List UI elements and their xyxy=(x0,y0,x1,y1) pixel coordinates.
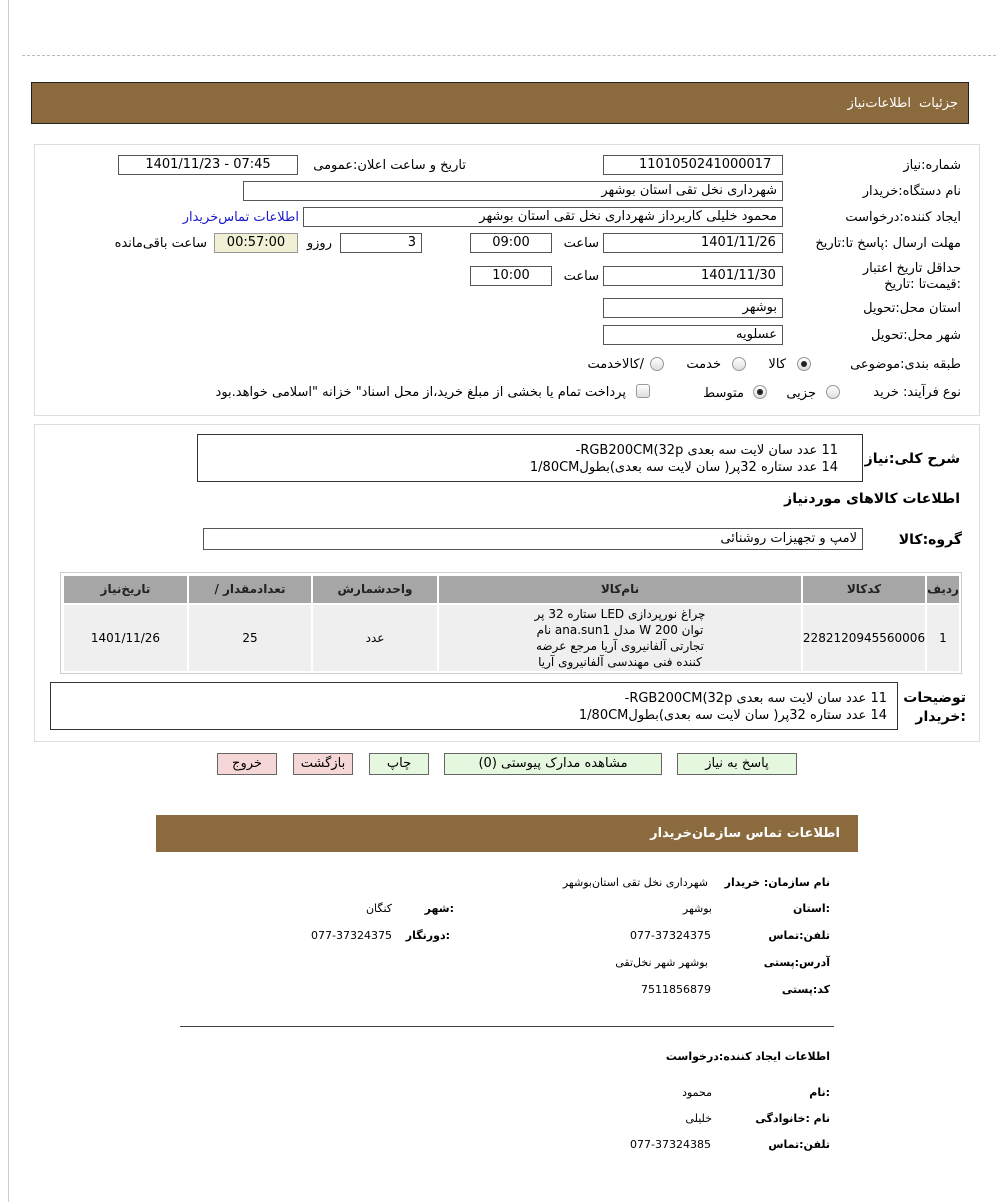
org-value: شهرداری نخل تقی استان‌بوشهر xyxy=(562,876,708,889)
city-label: شهر محل:تحویل xyxy=(871,328,961,343)
announce-label: تاریخ و ساعت اعلان:عمومی xyxy=(313,158,466,173)
cell-unit: عدد xyxy=(313,605,437,671)
summary-line-1: 11 عدد سان لایت سه بعدی RGB200CM(32p- xyxy=(575,443,838,458)
deadline-date-field: 1401/11/26 xyxy=(603,233,783,253)
contact-title: اطلاعات تماس سازمان‌خریدار xyxy=(650,826,840,841)
creator-label: ایجاد کننده:درخواست xyxy=(845,210,961,225)
validity-hour-label: ساعت xyxy=(563,269,599,284)
summary-box xyxy=(197,434,863,482)
creator-heading: اطلاعات ایجاد کننده:درخواست xyxy=(665,1050,830,1063)
cell-name-line-4: کننده فنی مهندسی آلفانیروی آریا xyxy=(538,655,702,669)
tab-details[interactable]: جزئیات xyxy=(919,96,958,111)
contact-city-label: :شهر xyxy=(424,902,454,915)
validity-time-field: 10:00 xyxy=(470,266,552,286)
province-label: استان محل:تحویل xyxy=(863,301,961,316)
contact-postal-value: 7511856879 xyxy=(641,983,711,996)
view-attachments-button[interactable]: مشاهده مدارک پیوستی (0) xyxy=(444,753,662,775)
cell-qty: 25 xyxy=(189,605,311,671)
category-service-label: خدمت xyxy=(686,357,721,372)
creator-field: محمود خلیلی کاربرداز شهرداری نخل تقی استان بوشهر xyxy=(303,207,783,227)
col-header-qty: / تعدادمقدار xyxy=(189,576,311,603)
tab-need-info[interactable]: اطلاعات‌نیاز xyxy=(847,96,911,111)
category-goods-service-label: /کالاخدمت xyxy=(587,357,644,372)
category-goods-radio[interactable] xyxy=(797,357,811,371)
col-header-row: ردیف xyxy=(927,576,959,603)
category-goods-service-radio[interactable] xyxy=(650,357,664,371)
cell-name xyxy=(439,605,801,671)
back-button[interactable]: بازگشت xyxy=(293,753,353,775)
process-medium-radio[interactable] xyxy=(753,385,767,399)
creator-name-value: محمود xyxy=(682,1086,712,1099)
contact-address-label: آدرس:پستی xyxy=(763,956,830,969)
contact-phone-label: تلفن:تماس xyxy=(768,929,830,942)
buyer-notes-box xyxy=(50,682,898,730)
contact-fax-label: :دورنگار xyxy=(405,929,450,942)
header-bar xyxy=(31,82,969,124)
cell-row-index: 1 xyxy=(927,605,959,671)
buyer-notes-label: توضیحات :خریدار xyxy=(903,690,966,725)
buyer-label: نام دستگاه:خریدار xyxy=(862,184,961,199)
buyer-notes-line-1: 11 عدد سان لایت سه بعدی RGB200CM(32p- xyxy=(624,691,887,706)
left-border-line xyxy=(8,0,9,1202)
contact-postal-label: کد:پستی xyxy=(781,983,830,996)
contact-province-label: :استان xyxy=(793,902,830,915)
treasury-payment-checkbox[interactable] xyxy=(636,384,650,398)
city-field: عسلویه xyxy=(603,325,783,345)
buyer-field: شهرداری نخل تقی استان بوشهر xyxy=(243,181,783,201)
org-label: نام سازمان: خریدار xyxy=(724,876,830,889)
process-small-radio[interactable] xyxy=(826,385,840,399)
remaining-time-field: 00:57:00 xyxy=(214,233,298,253)
contact-address-value: بوشهر شهر نخل‌تقی xyxy=(615,956,708,969)
group-label: گروه:کالا xyxy=(898,532,962,548)
goods-heading: اطلاعات کالاهای موردنیاز xyxy=(784,491,960,507)
contact-header-bar xyxy=(156,815,858,852)
deadline-hour-label: ساعت xyxy=(563,236,599,251)
need-number-label: شماره:نیاز xyxy=(903,158,961,173)
creator-family-value: خلیلی xyxy=(685,1112,712,1125)
province-field: بوشهر xyxy=(603,298,783,318)
cell-name-line-2: توان 200 W مدل ana.sun1 نام xyxy=(536,623,704,637)
col-header-date: تاریخ‌نیاز xyxy=(64,576,187,603)
category-goods-label: کالا xyxy=(768,357,786,372)
creator-phone-label: تلفن:تماس xyxy=(768,1138,830,1151)
treasury-payment-note: پرداخت تمام یا بخشی از مبلغ خرید،از محل اسناد" خزانه "اسلامی خواهد.بود xyxy=(215,385,626,400)
contact-city-value: کنگان xyxy=(365,902,392,915)
deadline-label: مهلت ارسال :پاسخ تا:تاریخ xyxy=(815,236,961,251)
contact-phone-value: 077-37324375 xyxy=(630,929,711,942)
print-button[interactable]: چاپ xyxy=(369,753,429,775)
contact-divider xyxy=(180,1026,834,1027)
group-field: لامپ و تجهیزات روشنائی xyxy=(203,528,863,550)
col-header-code: کدکالا xyxy=(803,576,925,603)
buyer-notes-line-2: 14 عدد ستاره 32پر( سان لایت سه بعدی)بطول1/80CM xyxy=(578,708,887,723)
creator-phone-value: 077-37324385 xyxy=(630,1138,711,1151)
creator-name-label: :نام xyxy=(809,1086,830,1099)
col-header-unit: واحدشمارش xyxy=(313,576,437,603)
cell-name-line-3: تجارتی آلفانیروی آریا مرجع عرضه xyxy=(536,639,705,653)
days-field: 3 xyxy=(340,233,422,253)
contact-province-value: بوشهر xyxy=(682,902,712,915)
top-dashed-divider xyxy=(22,55,996,56)
deadline-time-field: 09:00 xyxy=(470,233,552,253)
col-header-name: نام‌کالا xyxy=(439,576,801,603)
process-medium-label: متوسط xyxy=(703,386,744,401)
process-small-label: جزیی xyxy=(786,386,816,401)
summary-line-2: 14 عدد ستاره 32پر( سان لایت سه بعدی)بطول1/80CM xyxy=(529,460,838,475)
validity-label: حداقل تاریخ اعتبار :قیمت‌تا :تاریخ xyxy=(862,261,961,292)
category-service-radio[interactable] xyxy=(732,357,746,371)
buyer-contact-link[interactable]: اطلاعات تماس‌خریدار xyxy=(182,210,299,225)
cell-name-line-1: چراغ نورپردازی LED ستاره 32 پر xyxy=(534,607,706,621)
exit-button[interactable]: خروج xyxy=(217,753,277,775)
days-label: روزو xyxy=(306,236,332,251)
reply-button[interactable]: پاسخ به نیاز xyxy=(677,753,797,775)
category-label: طبقه بندی:موضوعی xyxy=(850,357,961,372)
announce-datetime-field: 1401/11/23 - 07:45 xyxy=(118,155,298,175)
goods-table xyxy=(60,572,962,674)
remaining-label: ساعت باقی‌مانده xyxy=(114,236,207,251)
validity-date-field: 1401/11/30 xyxy=(603,266,783,286)
need-number-field: 1101050241000017 xyxy=(603,155,783,175)
creator-family-label: نام :خانوادگی xyxy=(755,1112,830,1125)
process-label: نوع فرآیند: خرید xyxy=(873,385,961,400)
cell-date: 1401/11/26 xyxy=(64,605,187,671)
contact-fax-value: 077-37324375 xyxy=(311,929,392,942)
cell-code: 2282120945560006 xyxy=(803,605,925,671)
summary-label: شرح کلی:نیاز xyxy=(864,451,960,467)
